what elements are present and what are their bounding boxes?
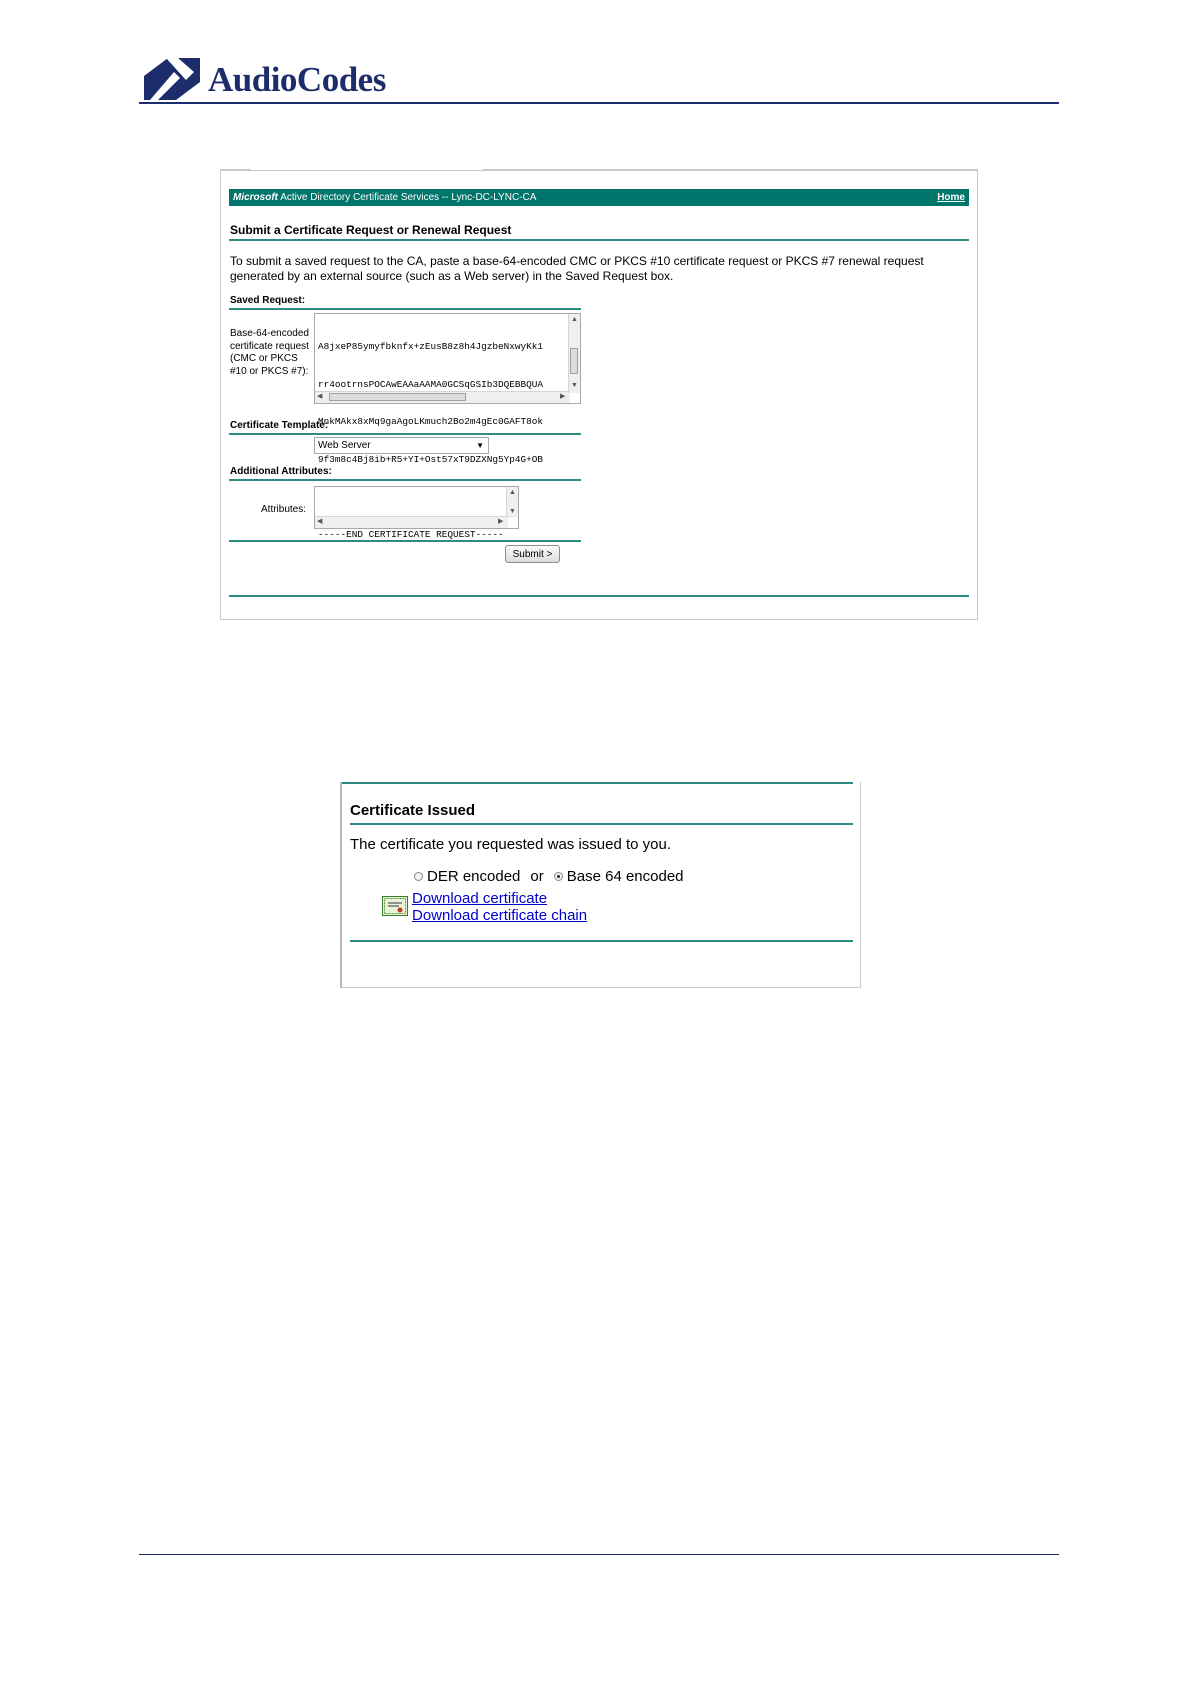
download-certificate-chain-link[interactable]: Download certificate chain [412, 907, 588, 924]
scroll-down-arrow-icon[interactable]: ▼ [571, 382, 578, 389]
der-encoded-radio[interactable] [414, 872, 423, 881]
request-line: A8jxeP85ymyfbknfx+zEusB8z8h4JgzbeNxwyKk1 [318, 341, 544, 352]
attributes-field-label: Attributes: [261, 504, 307, 515]
base64-encoded-radio[interactable] [554, 872, 563, 881]
saved-request-field-label: Base-64-encoded certificate request (CMC or PKCS #10 or PKCS #7): [230, 328, 309, 377]
saved-request-label: Saved Request: [230, 295, 306, 306]
certificate-template-select[interactable] [314, 437, 489, 454]
window-edge [221, 169, 251, 171]
request-line: -----END CERTIFICATE REQUEST----- [318, 528, 504, 540]
certificate-issued-screenshot [340, 782, 861, 988]
page-title: Certificate Issued [350, 802, 476, 819]
page-bottom-rule [229, 595, 969, 597]
scroll-up-arrow-icon[interactable]: ▲ [509, 489, 516, 496]
vertical-scrollbar[interactable] [506, 487, 518, 518]
certificate-request-screenshot [220, 170, 978, 620]
vertical-scrollbar[interactable] [568, 314, 580, 393]
scroll-right-arrow-icon[interactable]: ▶ [560, 393, 566, 400]
scroll-left-arrow-icon[interactable]: ◀ [317, 393, 323, 400]
issued-message: The certificate you requested was issued to you. [350, 836, 672, 853]
audiocodes-logo [144, 58, 386, 100]
scroll-right-arrow-icon[interactable]: ▶ [498, 518, 504, 525]
request-line: MnkMAkx8xMq9gaAgoLKmuch2Bo2m4gEc0GAFT8ok [318, 416, 544, 427]
submit-button[interactable]: Submit > [505, 545, 560, 563]
encoding-options [414, 868, 684, 885]
certificate-template-value: Web Server [318, 440, 371, 451]
download-certificate-link[interactable]: Download certificate [412, 890, 548, 907]
page-title: Submit a Certificate Request or Renewal Request [230, 223, 512, 237]
banner-service-name: Active Directory Certificate Services -- Lync-DC-LYNC-CA [278, 192, 537, 203]
attributes-textarea[interactable] [314, 486, 519, 529]
title-rule [350, 823, 853, 825]
template-rule [229, 433, 581, 435]
logo-text: AudioCodes [208, 59, 386, 99]
base64-encoded-label: Base 64 encoded [566, 868, 684, 885]
form-bottom-rule [229, 540, 581, 542]
title-rule [229, 239, 969, 241]
footer-rule [139, 1554, 1059, 1555]
certificate-services-banner [229, 189, 969, 206]
request-line: rr4ootrnsPOCAwEAAaAAMA0GCSqGSIb3DQEBBQUA [318, 378, 544, 390]
audiocodes-logo-icon [144, 58, 200, 100]
certificate-icon [382, 896, 408, 916]
page-description: To submit a saved request to the CA, paste a base-64-encoded CMC or PKCS #10 certificate request or PKCS #7 renewal request generated by an external source (such as a Web server) in the Saved Request box. [230, 254, 924, 283]
header-rule [139, 102, 1059, 104]
der-encoded-label: DER encoded [427, 868, 521, 885]
window-edge [483, 169, 978, 171]
scroll-down-arrow-icon[interactable]: ▼ [509, 508, 516, 515]
horizontal-scrollbar[interactable] [315, 516, 508, 528]
additional-attributes-label: Additional Attributes: [230, 466, 332, 477]
scroll-thumb[interactable] [329, 393, 466, 401]
scroll-up-arrow-icon[interactable]: ▲ [571, 316, 578, 323]
saved-request-rule [229, 308, 581, 310]
home-link[interactable]: Home [937, 192, 965, 203]
scroll-left-arrow-icon[interactable]: ◀ [317, 518, 323, 525]
chevron-down-icon: ▼ [476, 441, 484, 450]
scroll-thumb[interactable] [570, 348, 578, 374]
request-line: 9f3m8c4Bj8ib+R5+YI+Ost57xT9DZXNg5Yp4G+OB [318, 453, 544, 465]
attributes-rule [229, 479, 581, 481]
or-separator: or [530, 868, 544, 885]
certificate-template-label: Certificate Template: [230, 420, 329, 431]
top-rule [342, 782, 853, 784]
banner-brand: Microsoft [233, 192, 278, 203]
horizontal-scrollbar[interactable] [315, 391, 570, 403]
bottom-rule [350, 940, 853, 942]
